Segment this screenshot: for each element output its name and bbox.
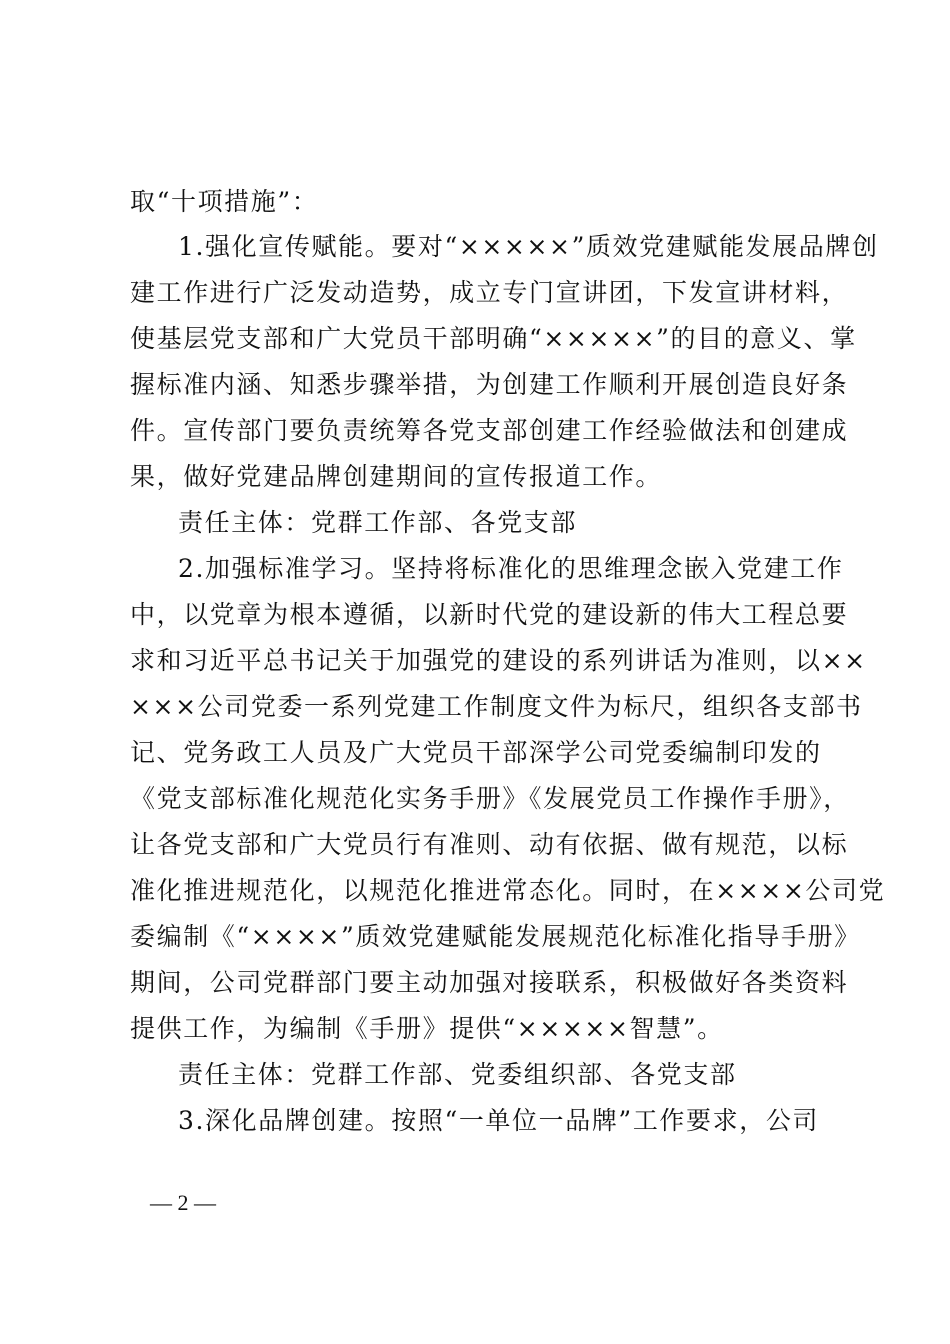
- text-line: 件。宣传部门要负责统筹各党支部创建工作经验做法和创建成: [130, 416, 849, 445]
- text-line: 准化推进规范化，以规范化推进常态化。同时，在××××公司党: [130, 876, 886, 905]
- page-number: — 2 —: [150, 1190, 216, 1215]
- text-line: 使基层党支部和广大党员干部明确“×××××”的目的意义、掌: [130, 324, 857, 353]
- text-line: 让各党支部和广大党员行有准则、动有依据、做有规范，以标: [130, 830, 849, 859]
- text-line: 期间，公司党群部门要主动加强对接联系，积极做好各类资料: [130, 968, 849, 997]
- text-line: 委编制《“××××”质效党建赋能发展规范化标准化指导手册》: [130, 922, 861, 951]
- text-line: 建工作进行广泛发动造势，成立专门宣讲团，下发宣讲材料，: [130, 278, 849, 307]
- responsibility-line: 责任主体：党群工作部、各党支部: [178, 508, 578, 537]
- text-line: 记、党务政工人员及广大党员干部深学公司党委编制印发的: [130, 738, 822, 767]
- text-line: ×××公司党委一系列党建工作制度文件为标尺，组织各支部书: [130, 692, 863, 721]
- text-line: 握标准内涵、知悉步骤举措，为创建工作顺利开展创造良好条: [130, 370, 849, 399]
- text-line: 果，做好党建品牌创建期间的宣传报道工作。: [130, 462, 663, 491]
- text-line: 取“十项措施”：: [130, 187, 319, 216]
- text-line: 求和习近平总书记关于加强党的建设的系列讲话为准则，以××: [130, 646, 867, 675]
- section-1-heading: 1.强化宣传赋能。要对“×××××”质效党建赋能发展品牌创: [178, 232, 879, 261]
- section-2-heading: 2.加强标准学习。坚持将标准化的思维理念嵌入党建工作: [178, 554, 844, 583]
- responsibility-line: 责任主体：党群工作部、党委组织部、各党支部: [178, 1060, 737, 1089]
- section-3-heading: 3.深化品牌创建。按照“一单位一品牌”工作要求，公司: [178, 1106, 820, 1135]
- text-line: 中，以党章为根本遵循，以新时代党的建设新的伟大工程总要: [130, 600, 849, 629]
- text-line: 《党支部标准化规范化实务手册》《发展党员工作操作手册》，: [130, 784, 850, 813]
- text-line: 提供工作，为编制《手册》提供“×××××智慧”。: [130, 1014, 724, 1043]
